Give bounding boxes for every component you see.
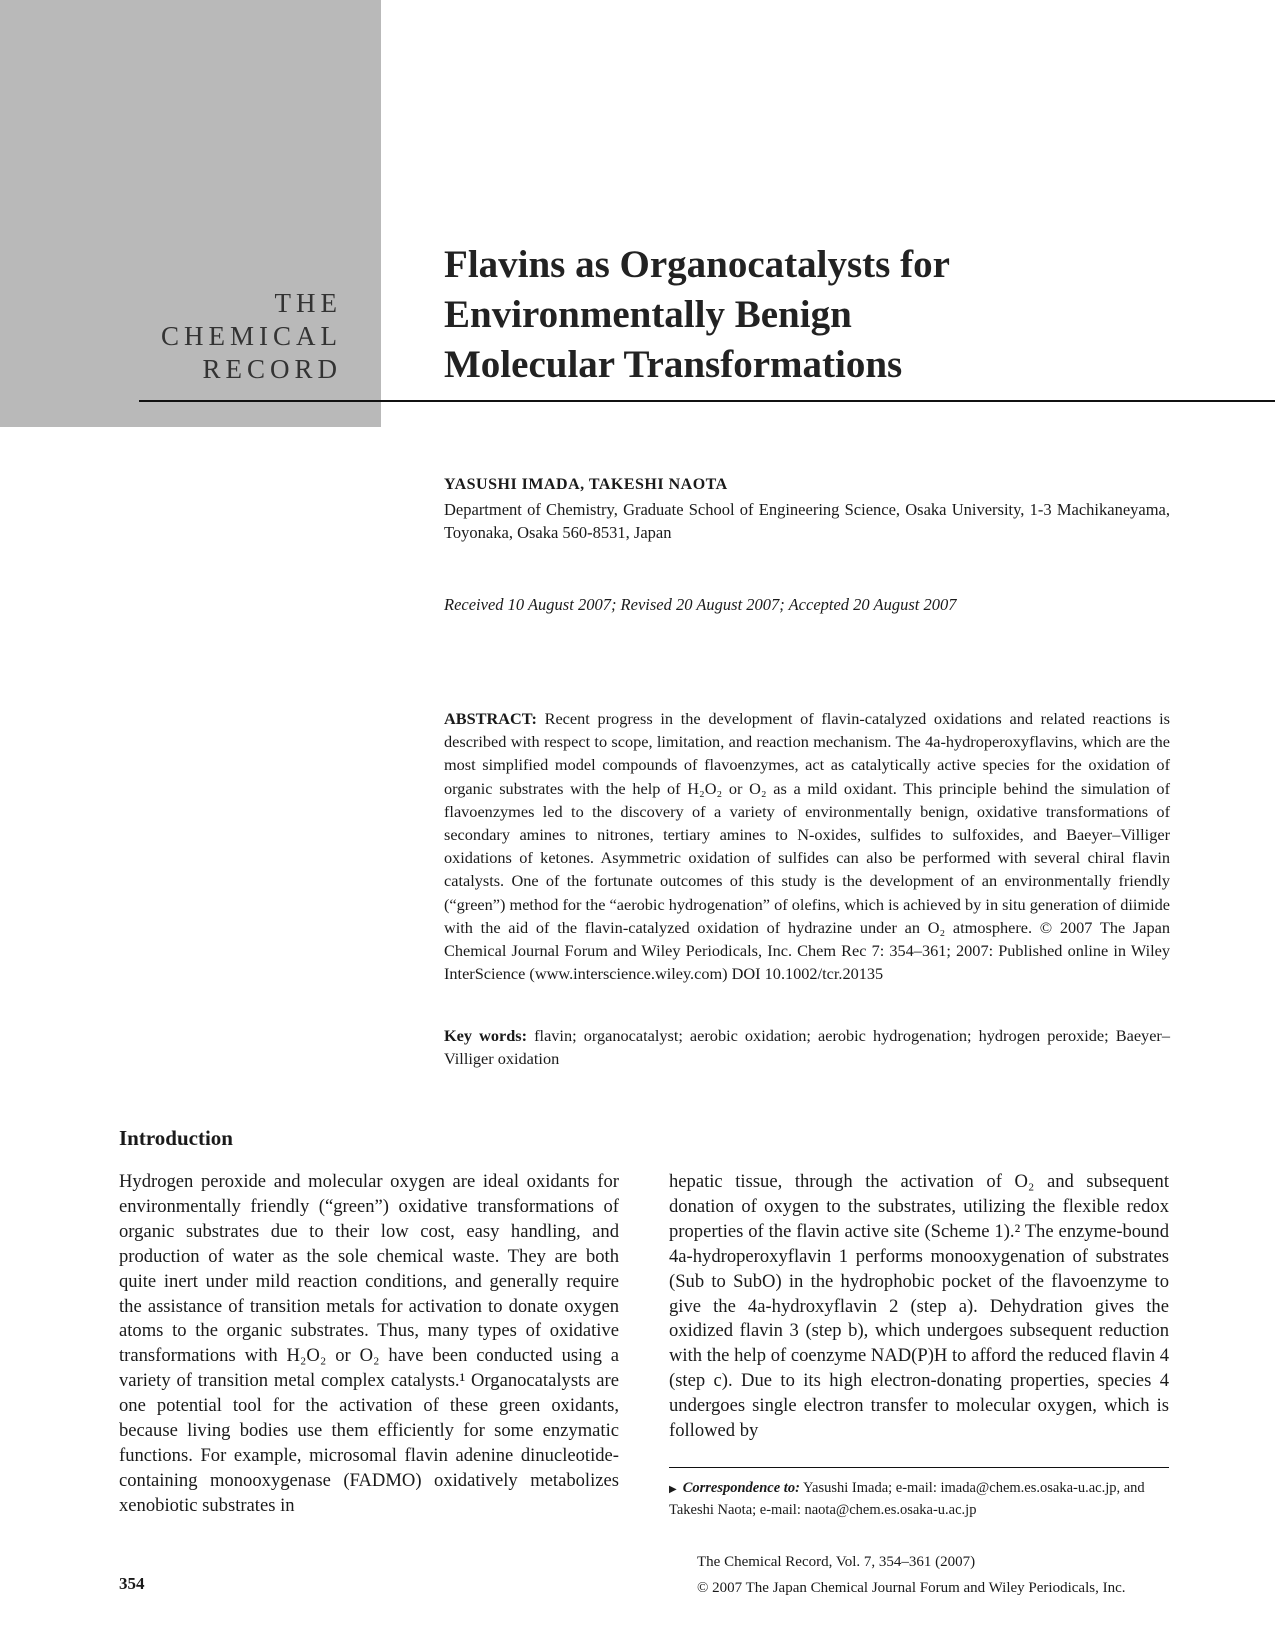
affiliation: Department of Chemistry, Graduate School of Engineering Science, Osaka University, 1-3 Machikaneyama, Toyonaka, Osaka 560-8531, Japan bbox=[444, 500, 1170, 542]
journal-name-line-3: RECORD bbox=[202, 354, 342, 384]
article-title bbox=[444, 240, 1204, 390]
abstract-text: Recent progress in the development of flavin-catalyzed oxidations and related reactions is described with respect to scope, limitation, and reaction mechanism. The 4a-hydroperoxyflavins, which are the most simplified model compounds of flavoenzymes, act as catalytically active species for the oxidation of organic substrates with the help of H₂O₂ or O₂ as a mild oxidant. This principle behind the simulation of flavoenzymes led to the discovery of a variety of environmentally benign, oxidative transformations of secondary amines to nitrones, tertiary amines to N-oxides, sulfides to sulfoxides, and Baeyer–Villiger oxidations of ketones. Asymmetric oxidation of sulfides can also be performed with several chiral flavin catalysts. One of the fortunate outcomes of this study is the development of an environmentally friendly (“green”) method for the “aerobic hydrogenation” of olefins, which is achieved by in situ generation of diimide with the aid of the flavin-catalyzed oxidation of hydrazine under an O₂ atmosphere. © 2007 The Japan Chemical Journal Forum and Wiley Periodicals, Inc. Chem Rec 7: 354–361; 2007: Published online in Wiley InterScience (www.interscience.wiley.com) DOI 10.1002/tcr.20135 bbox=[444, 709, 1170, 984]
section-heading-introduction: Introduction bbox=[119, 1126, 233, 1150]
header-rule bbox=[139, 400, 1275, 402]
journal-name-line-1: THE bbox=[274, 288, 342, 318]
title-line-1: Flavins as Organocatalysts for bbox=[444, 243, 950, 286]
footer-copyright: © 2007 The Japan Chemical Journal Forum and Wiley Periodicals, Inc. bbox=[697, 1580, 1126, 1596]
correspondence-footnote bbox=[669, 1478, 1169, 1521]
footer-citation: The Chemical Record, Vol. 7, 354–361 (2007) bbox=[697, 1554, 976, 1570]
body-column-left: Hydrogen peroxide and molecular oxygen are ideal oxidants for environmentally friendly (“green”) oxidative transformations of organic substrates due to their low cost, easy handling, and production of water as the sole chemical waste. They are both quite inert under mild reaction conditions, and generally require the assistance of transition metals for activation to donate oxygen atoms to the organic substrates. Thus, many types of oxidative transformations with H₂O₂ or O₂ have been conducted using a variety of transition metal complex catalysts.¹ Organocatalysts are one potential tool for the activation of these green oxidants, because living bodies use them efficiently for some enzymatic functions. For example, microsomal flavin adenine dinucleotide-containing monooxygenase (FADMO) oxidatively metabolizes xenobiotic substrates in bbox=[119, 1171, 619, 1516]
authors: YASUSHI IMADA, TAKESHI NAOTA bbox=[444, 476, 728, 493]
journal-name-line-2: CHEMICAL bbox=[161, 321, 342, 351]
footnote-rule bbox=[669, 1467, 1169, 1468]
footnote-text: Yasushi Imada; e-mail: imada@chem.es.osaka-u.ac.jp, and Takeshi Naota; e-mail: naota@chem.es.osaka-u.ac.jp bbox=[669, 1480, 1145, 1518]
title-line-3: Molecular Transformations bbox=[444, 343, 903, 386]
abstract bbox=[444, 707, 1170, 985]
body-column-right: hepatic tissue, through the activation of O₂ and subsequent donation of oxygen to the substrates, utilizing the flexible redox properties of the flavin active site (Scheme 1).² The enzyme-bound 4a-hydroperoxyflavin 1 performs monooxygenation of substrates (Sub to SubO) in the hydrophobic pocket of the flavoenzyme to give the 4a-hydroxyflavin 2 (step a). Dehydration gives the oxidized flavin 3 (step b), which undergoes subsequent reduction with the help of coenzyme NAD(P)H to afford the reduced flavin 4 (step c). Due to its high electron-donating properties, species 4 undergoes single electron transfer to molecular oxygen, which is followed by bbox=[669, 1171, 1169, 1442]
abstract-label: ABSTRACT: bbox=[444, 709, 537, 728]
journal-footer bbox=[697, 1549, 1125, 1601]
journal-name bbox=[161, 287, 342, 386]
keywords bbox=[444, 1024, 1170, 1070]
keywords-text: flavin; organocatalyst; aerobic oxidation; aerobic hydrogenation; hydrogen peroxide; Baeyer–Villiger oxidation bbox=[444, 1026, 1170, 1069]
page-number: 354 bbox=[119, 1574, 145, 1593]
received-dates: Received 10 August 2007; Revised 20 August 2007; Accepted 20 August 2007 bbox=[444, 595, 957, 614]
footnote-label: Correspondence to: bbox=[682, 1480, 800, 1496]
triangle-marker-icon: ▶ bbox=[669, 1484, 677, 1495]
title-line-2: Environmentally Benign bbox=[444, 293, 852, 336]
keywords-label: Key words: bbox=[444, 1026, 528, 1045]
